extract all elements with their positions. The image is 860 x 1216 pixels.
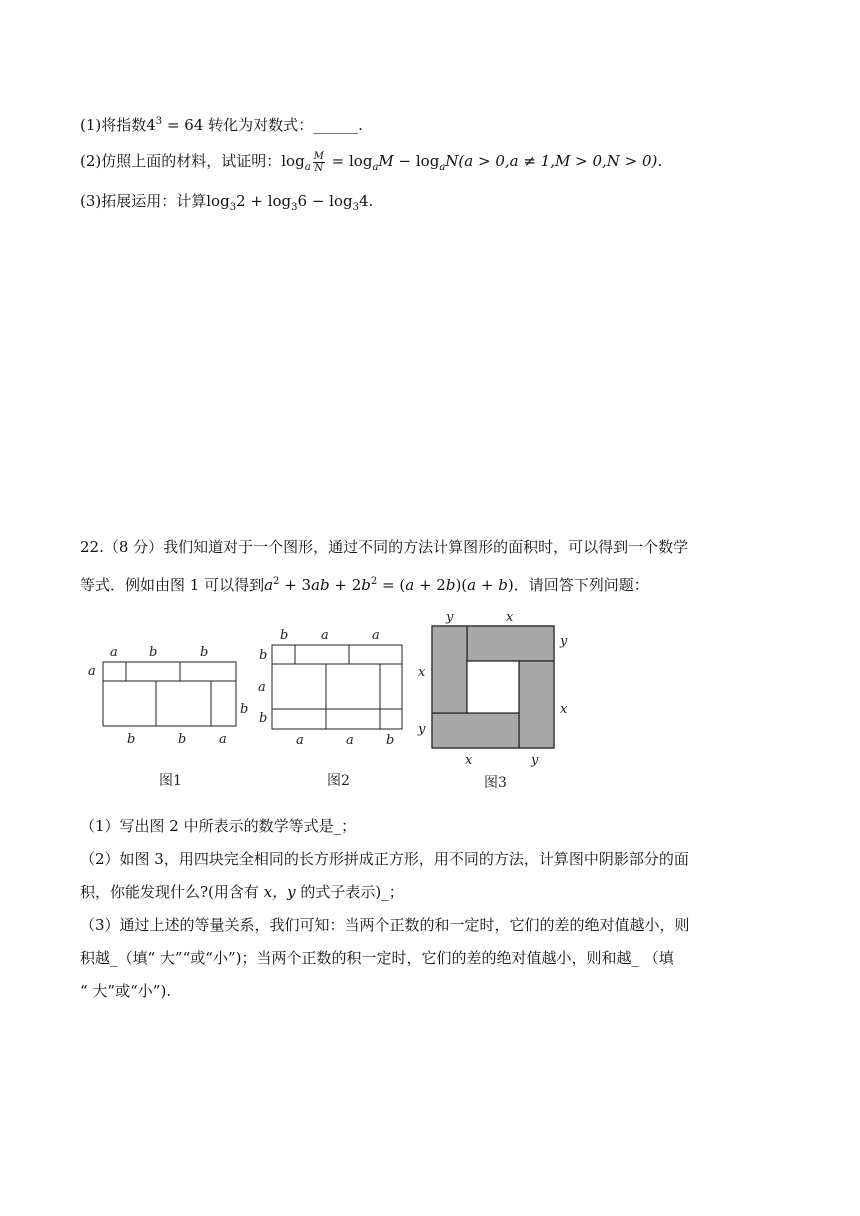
q22-sub2-variables: x，y [258, 883, 301, 901]
fig1-top-label-3: b [200, 645, 209, 660]
figure-1 [103, 662, 236, 726]
q22-intro-prefix: 等式．例如由图 1 可以得到 [80, 576, 265, 594]
fig2-left-label-2: a [258, 680, 266, 695]
q22-intro-suffix: ．请回答下列问题： [513, 576, 649, 594]
q1-answer-blank: ______ [313, 116, 359, 134]
q22-intro-line1: 22.（8 分）我们知道对于一个图形，通过不同的方法计算图形的面积时，可以得到一个数学 [80, 538, 689, 556]
figure-3 [432, 626, 554, 748]
fig1-right-label: b [240, 702, 249, 717]
fig3-left-label-2: y [418, 722, 426, 737]
fig2-bottom-label-2: a [346, 733, 354, 748]
q22-sub3-line3: “ 大”或“小”). [80, 982, 172, 1000]
fig3-left-label-1: x [418, 665, 426, 680]
fig3-rect-top [467, 626, 554, 661]
q22-sub2-suffix: 的式子表示)_； [300, 883, 404, 901]
q2-conditions: (a > 0,a ≠ 1,M > 0,N > 0). [458, 152, 663, 170]
fig2-top-label-1: b [280, 628, 289, 643]
figures-area [0, 604, 860, 794]
q3-prefix: (3)拓展运用：计算 [80, 192, 207, 210]
fig2-left-label-1: b [259, 648, 268, 663]
fig2-caption: 图2 [327, 773, 350, 789]
fig1-caption: 图1 [159, 773, 182, 789]
fig3-bottom-label-2: y [531, 753, 539, 768]
fig2-bottom-label-1: a [296, 733, 304, 748]
q1-prefix: (1)将指数 [80, 116, 147, 134]
fig2-bottom-label-3: b [386, 733, 395, 748]
fig3-top-label-1: y [446, 610, 454, 625]
q22-example-identity: $a^2 + 3ab + 2b^2 = (a + 2b)(a + b)$ [264, 576, 514, 594]
question-3 [80, 190, 373, 219]
fig2-outer-rect [272, 645, 402, 729]
q2-prefix: (2)仿照上面的材料，试证明： [80, 152, 282, 170]
q22-sub2-line2 [80, 881, 404, 903]
q22-sub2-prefix: 积，你能发现什么?(用含有 [80, 883, 259, 901]
q3-end: . [368, 192, 374, 210]
fig1-top-label-2: b [149, 645, 158, 660]
fig2-top-label-2: a [321, 628, 329, 643]
fig3-rect-right [519, 661, 554, 748]
question-1 [80, 111, 363, 136]
q1-mid: 转化为对数式： [208, 116, 314, 134]
q22-sub3-line1: （3）通过上述的等量关系，我们可知：当两个正数的和一定时，它们的差的绝对值越小，则 [80, 916, 690, 934]
fig2-left-label-3: b [259, 711, 268, 726]
q1-end: . [358, 116, 363, 134]
fig1-bottom-label-1: b [127, 732, 136, 747]
fig3-caption: 图3 [484, 775, 507, 791]
fig3-rect-bottom [432, 713, 519, 748]
question-2 [80, 150, 662, 179]
fig1-top-label-1: a [110, 645, 118, 660]
q22-sub1: （1）写出图 2 中所表示的数学等式是_； [80, 817, 357, 835]
q3-log-expression: $\log_32 + \log_36 - \log_34$ [206, 192, 369, 213]
figure-2 [272, 645, 402, 729]
fig1-bottom-label-2: b [178, 732, 187, 747]
fig3-right-label-1: y [560, 634, 568, 649]
fig1-outer-rect [103, 662, 236, 726]
q2-log-identity: $\log_a$ $\frac{M}{N}$ = $\log_aM - \log_aN$ [281, 150, 459, 174]
fig1-left-label: a [88, 664, 96, 679]
q22-intro-line2 [80, 571, 649, 596]
fig2-top-label-3: a [372, 628, 380, 643]
fig3-top-label-2: x [506, 610, 514, 625]
fig3-right-label-2: x [560, 702, 568, 717]
fig3-bottom-label-1: x [465, 753, 473, 768]
q1-exponent-expression: $4^3 = 64$ [146, 116, 204, 134]
q22-sub3-line2: 积越_（填“ 大”“或“小”)；当两个正数的积一定时，它们的差的绝对值越小，则和越_ （填 [80, 949, 674, 967]
fig3-rect-left [432, 626, 467, 713]
q22-sub2-line1: （2）如图 3，用四块完全相同的长方形拼成正方形，用不同的方法，计算图中阴影部分的面 [80, 850, 689, 868]
fig1-bottom-label-3: a [219, 732, 227, 747]
fig3-inner-square [467, 661, 519, 713]
